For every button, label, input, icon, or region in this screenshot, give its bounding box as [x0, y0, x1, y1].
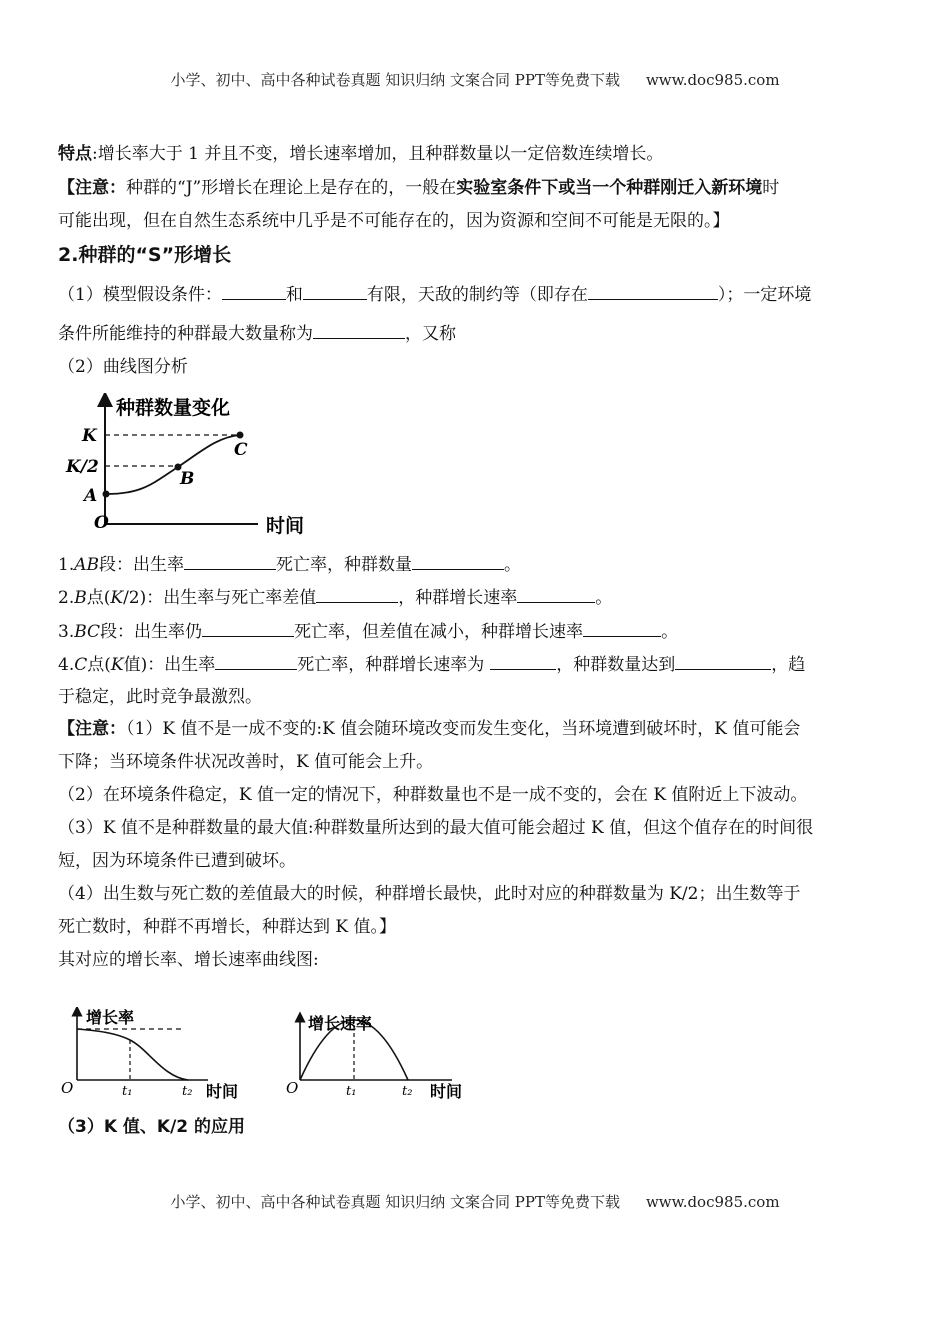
- rate-origin: O: [61, 1079, 74, 1097]
- s-ylabel: 种群数量变化: [116, 397, 231, 419]
- s-curve-chart: [58, 393, 328, 538]
- k-label: K: [82, 426, 97, 446]
- i1-seg: AB: [74, 555, 100, 575]
- note2-line1: [58, 717, 898, 741]
- i2-d: /2)：出生率与死亡率差值: [123, 588, 317, 608]
- i2-k: K: [110, 588, 124, 608]
- rate-t2: t₂: [182, 1084, 193, 1099]
- blank-7[interactable]: [316, 584, 398, 603]
- model-line2: [58, 320, 898, 346]
- i4-b: 点(: [87, 655, 111, 675]
- i1-b: 段：出生率: [99, 555, 185, 575]
- corresponding-text: 其对应的增长率、增长速率曲线图:: [58, 950, 319, 970]
- i1-c: 死亡率，种群数量: [276, 555, 413, 575]
- blank-13[interactable]: [675, 651, 771, 670]
- i2-f: 。: [595, 588, 613, 608]
- note1-b: 时: [762, 178, 780, 198]
- note2-n1b: 下降；当环境条件状况改善时，K 值可能会上升。: [58, 752, 434, 772]
- i1-num: 1.: [58, 555, 75, 575]
- curve-title: （2）曲线图分析: [58, 357, 188, 377]
- speed-t1: t₁: [346, 1084, 357, 1099]
- blank-11[interactable]: [215, 651, 297, 670]
- s-xlabel: 时间: [266, 515, 305, 537]
- note2-open: 【注意：: [58, 719, 126, 739]
- model-line1: [58, 281, 898, 307]
- blank-2[interactable]: [303, 281, 367, 300]
- blank-8[interactable]: [517, 584, 595, 603]
- speed-t2: t₂: [402, 1084, 413, 1099]
- note1-a: 种群的“J”形增长在理论上是存在的，一般在: [126, 178, 457, 198]
- point-c: [237, 432, 244, 439]
- i4-c: C: [74, 655, 88, 675]
- page-footer: [0, 1191, 950, 1212]
- model-p2a: 条件所能维持的种群最大数量称为: [58, 324, 313, 344]
- i3-seg: BC: [74, 622, 101, 642]
- rate-t1: t₁: [122, 1084, 133, 1099]
- model-p1b: 和: [285, 285, 303, 305]
- i4-d: 值)：出生率: [123, 655, 216, 675]
- model-p1d: ）；一定环境: [717, 285, 812, 305]
- b-label: B: [180, 469, 195, 489]
- s-curve: [106, 435, 240, 494]
- note1-open: 【注意：: [58, 178, 126, 198]
- point-a: [103, 491, 110, 498]
- item-4-cont: 于稳定，此时竞争最激烈。: [58, 687, 262, 707]
- s-origin: O: [94, 513, 109, 533]
- c-label: C: [234, 440, 248, 460]
- i2-c: 点(: [86, 588, 111, 608]
- note2-n2: （2）在环境条件稳定，K 值一定的情况下，种群数量也不是一成不变的，会在 K 值附近上下波动。: [58, 785, 808, 805]
- item-3: [58, 618, 898, 644]
- header-text: 小学、初中、高中各种试卷真题 知识归纳 文案合同 PPT等免费下载: [170, 71, 620, 89]
- note1-bold: 实验室条件下或当一个种群刚迁入新环境: [456, 178, 763, 198]
- i2-b: B: [74, 588, 87, 608]
- blank-6[interactable]: [412, 551, 504, 570]
- note1-line2: 可能出现，但在自然生态系统中几乎是不可能存在的，因为资源和空间不可能是无限的。】: [58, 211, 730, 231]
- i3-d: 。: [661, 622, 679, 642]
- blank-12[interactable]: [490, 651, 556, 670]
- note1-line1: [58, 176, 898, 200]
- i1-d: 。: [504, 555, 522, 575]
- feature-text: :增长率大于 1 并且不变，增长速率增加，且种群数量以一定倍数连续增长。: [92, 144, 664, 164]
- i3-c: 死亡率，但差值在减小，种群增长速率: [294, 622, 584, 642]
- page-header: [0, 69, 950, 90]
- a-label: A: [84, 486, 98, 506]
- model-p1c: 有限，天敌的制约等（即存在: [366, 285, 588, 305]
- blank-3[interactable]: [588, 281, 718, 300]
- blank-9[interactable]: [202, 618, 294, 637]
- note2-n4a: （4）出生数与死亡数的差值最大的时候，种群增长最快，此时对应的种群数量为 K/2；出生数等于: [58, 884, 801, 904]
- header-site: www.doc985.com: [645, 71, 780, 89]
- k2-label: K/2: [66, 457, 99, 477]
- i3-num: 3.: [58, 622, 75, 642]
- blank-4[interactable]: [313, 320, 405, 339]
- feature-label: 特点: [58, 144, 92, 164]
- note2-n3b: 短，因为环境条件已遭到破坏。: [58, 851, 296, 871]
- blank-1[interactable]: [222, 281, 286, 300]
- i4-f: ，种群数量达到: [556, 655, 676, 675]
- speed-xlabel: 时间: [430, 1082, 463, 1101]
- rate-curve: [77, 1029, 188, 1080]
- blank-5[interactable]: [184, 551, 276, 570]
- i2-e: ，种群增长速率: [398, 588, 518, 608]
- i4-g: ，趋: [771, 655, 806, 675]
- feature-line: [58, 142, 898, 166]
- rate-ylabel: 增长率: [86, 1008, 135, 1027]
- item-1: [58, 551, 898, 577]
- note2-n4b: 死亡数时，种群不再增长，种群达到 K 值。】: [58, 917, 397, 937]
- footer-site: www.doc985.com: [645, 1193, 780, 1211]
- section3-title: （3）K 值、K/2 的应用: [58, 1117, 246, 1137]
- i4-e: 死亡率，种群增长速率为: [297, 655, 485, 675]
- blank-10[interactable]: [583, 618, 661, 637]
- growth-speed-chart: [282, 1007, 482, 1102]
- i4-num: 4.: [58, 655, 75, 675]
- section2-title: 2.种群的“S”形增长: [58, 244, 232, 266]
- speed-origin: O: [286, 1079, 299, 1097]
- footer-text: 小学、初中、高中各种试卷真题 知识归纳 文案合同 PPT等免费下载: [170, 1193, 620, 1211]
- note2-n3a: （3）K 值不是种群数量的最大值:种群数量所达到的最大值可能会超过 K 值，但这个值存在的时间很: [58, 818, 814, 838]
- rate-xlabel: 时间: [206, 1082, 239, 1101]
- speed-ylabel: 增长速率: [308, 1014, 373, 1033]
- model-p2b: ，又称: [405, 324, 456, 344]
- i2-num: 2.: [58, 588, 75, 608]
- note2-n1a: （1）K 值不是一成不变的:K 值会随环境改变而发生变化，当环境遭到破坏时，K 值可能会: [126, 719, 801, 739]
- model-p1a: （1）模型假设条件：: [58, 285, 222, 305]
- growth-rate-chart: [58, 1007, 278, 1102]
- i4-k: K: [110, 655, 124, 675]
- item-2: [58, 584, 898, 610]
- item-4: [58, 651, 898, 677]
- i3-b: 段：出生率仍: [100, 622, 203, 642]
